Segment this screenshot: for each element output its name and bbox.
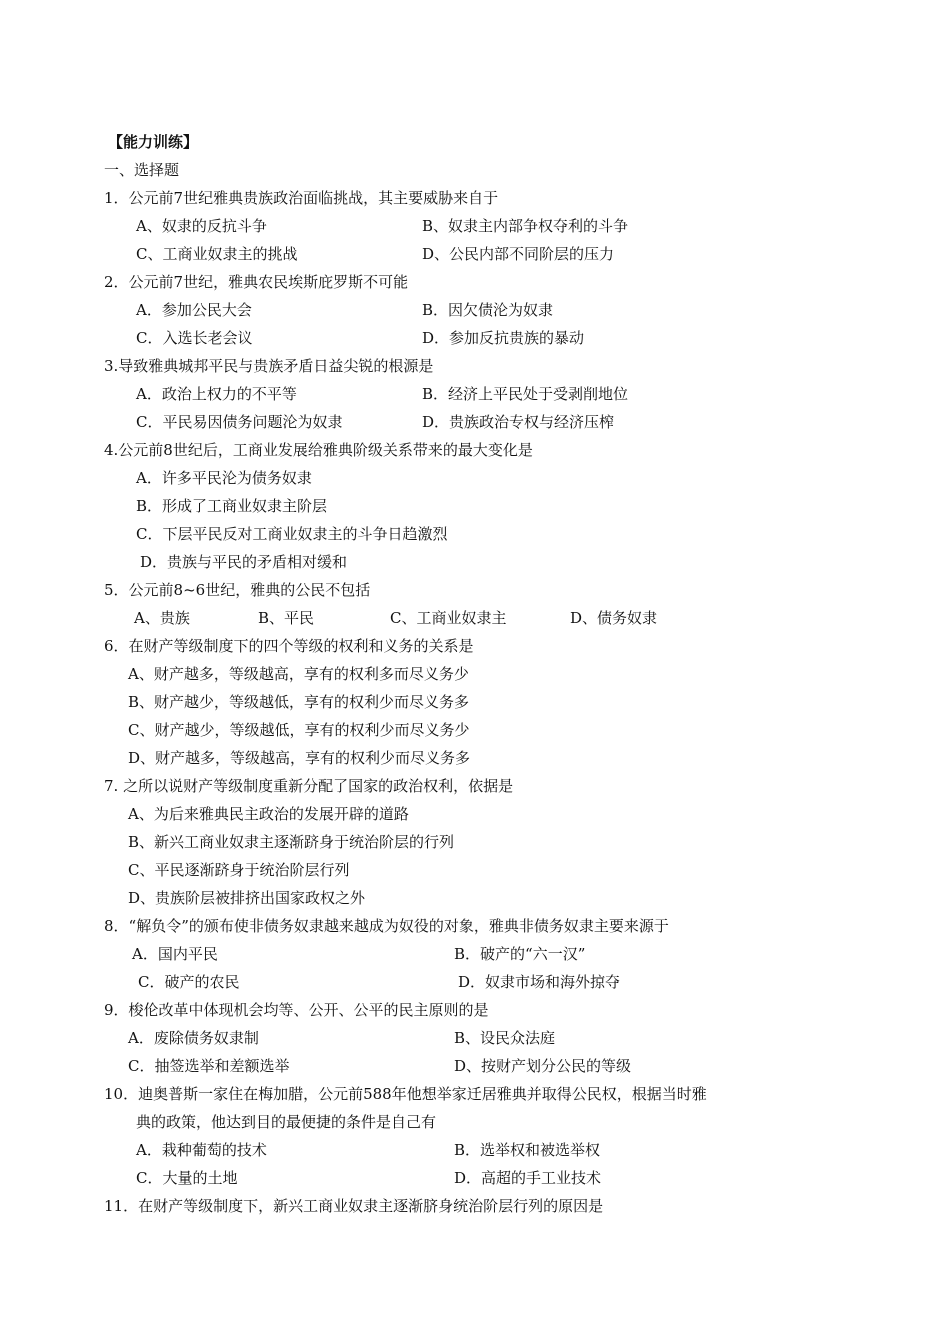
question-1-option-c: C、工商业奴隶主的挑战 <box>136 245 298 263</box>
question-7-option-a: A、为后来雅典民主政治的发展开辟的道路 <box>128 805 409 823</box>
question-6-option-b: B、财产越少，等级越低，享有的权利少而尽义务多 <box>128 693 470 711</box>
question-3-stem: 3.导致雅典城邦平民与贵族矛盾日益尖锐的根源是 <box>104 357 434 375</box>
question-9-stem: 9．梭伦改革中体现机会均等、公开、公平的民主原则的是 <box>104 1001 489 1019</box>
subsection-title: 一、选择题 <box>104 161 180 179</box>
question-5-option-a: A、贵族 <box>134 609 190 627</box>
question-8-option-c: C．破产的农民 <box>138 973 240 991</box>
question-2-option-a: A．参加公民大会 <box>136 301 252 319</box>
question-1-option-a: A、奴隶的反抗斗争 <box>136 217 267 235</box>
question-3-option-d: D．贵族政治专权与经济压榨 <box>422 413 615 431</box>
question-8-option-b: B．破产的“六一汉” <box>454 945 586 963</box>
question-10-option-d: D．高超的手工业技术 <box>454 1169 602 1187</box>
question-11-stem: 11．在财产等级制度下，新兴工商业奴隶主逐渐脐身统治阶层行列的原因是 <box>104 1197 604 1215</box>
question-7-option-d: D、贵族阶层被排挤出国家政权之外 <box>128 889 366 907</box>
question-10-option-a: A．栽种葡萄的技术 <box>136 1141 267 1159</box>
question-2-option-b: B．因欠债沦为奴隶 <box>422 301 554 319</box>
question-10-option-c: C．大量的土地 <box>136 1169 238 1187</box>
question-3-option-c: C．平民易因债务问题沦为奴隶 <box>136 413 343 431</box>
question-8-stem: 8．“解负令”的颁布使非债务奴隶越来越成为奴役的对象，雅典非债务奴隶主要来源于 <box>104 917 669 935</box>
question-2-option-d: D．参加反抗贵族的暴动 <box>422 329 585 347</box>
question-4-option-c: C．下层平民反对工商业奴隶主的斗争日趋激烈 <box>136 525 448 543</box>
question-5-option-d: D、债务奴隶 <box>570 609 658 627</box>
question-10-stem-continued: 典的政策，他达到目的最便捷的条件是自己有 <box>136 1113 437 1131</box>
question-1-option-b: B、奴隶主内部争权夺利的斗争 <box>422 217 629 235</box>
question-3-option-b: B．经济上平民处于受剥削地位 <box>422 385 629 403</box>
question-2-stem: 2．公元前7世纪，雅典农民埃斯庇罗斯不可能 <box>104 273 409 291</box>
question-10-stem: 10．迪奥普斯一家住在梅加腊，公元前588年他想举家迁居雅典并取得公民权，根据当时雅 <box>104 1085 707 1103</box>
question-8-option-d: D．奴隶市场和海外掠夺 <box>458 973 621 991</box>
question-5-stem: 5．公元前8~6世纪，雅典的公民不包括 <box>104 581 371 599</box>
question-7-stem: 7. 之所以说财产等级制度重新分配了国家的政治权利，依据是 <box>104 777 514 795</box>
question-6-stem: 6．在财产等级制度下的四个等级的权利和义务的关系是 <box>104 637 474 655</box>
question-5-option-b: B、平民 <box>258 609 315 627</box>
question-3-option-a: A．政治上权力的不平等 <box>136 385 297 403</box>
question-1-stem: 1．公元前7世纪雅典贵族政治面临挑战，其主要威胁来自于 <box>104 189 499 207</box>
question-10-option-b: B．选举权和被选举权 <box>454 1141 601 1159</box>
question-9-option-d: D、按财产划分公民的等级 <box>454 1057 632 1075</box>
question-9-option-a: A．废除债务奴隶制 <box>128 1029 259 1047</box>
question-6-option-d: D、财产越多，等级越高，享有的权利少而尽义务多 <box>128 749 471 767</box>
question-9-option-b: B、设民众法庭 <box>454 1029 556 1047</box>
question-5-option-c: C、工商业奴隶主 <box>390 609 507 627</box>
question-9-option-c: C．抽签选举和差额选举 <box>128 1057 290 1075</box>
question-1-option-d: D、公民内部不同阶层的压力 <box>422 245 615 263</box>
question-4-option-d: D．贵族与平民的矛盾相对缓和 <box>140 553 348 571</box>
question-8-option-a: A．国内平民 <box>132 945 218 963</box>
question-6-option-a: A、财产越多，等级越高，享有的权利多而尽义务少 <box>128 665 469 683</box>
question-7-option-c: C、平民逐渐跻身于统治阶层行列 <box>128 861 350 879</box>
question-4-option-a: A．许多平民沦为债务奴隶 <box>136 469 312 487</box>
question-7-option-b: B、新兴工商业奴隶主逐渐跻身于统治阶层的行列 <box>128 833 455 851</box>
section-heading: 【能力训练】 <box>108 133 199 151</box>
question-2-option-c: C．入选长老会议 <box>136 329 253 347</box>
question-4-stem: 4.公元前8世纪后，工商业发展给雅典阶级关系带来的最大变化是 <box>104 441 533 459</box>
question-6-option-c: C、财产越少，等级越低，享有的权利少而尽义务少 <box>128 721 470 739</box>
question-4-option-b: B．形成了工商业奴隶主阶层 <box>136 497 328 515</box>
